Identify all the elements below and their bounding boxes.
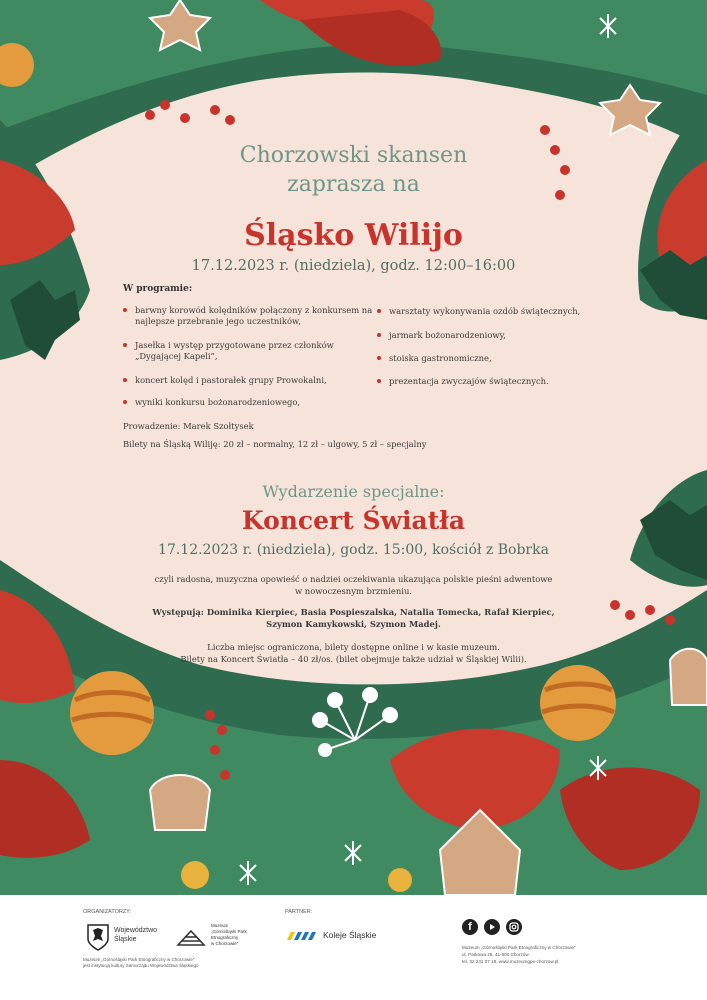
- performers-2: Szymon Kamykowski, Szymon Madej.: [266, 619, 441, 629]
- org2-name-3: Etnograficzny: [211, 935, 239, 940]
- program-item: wyniki konkursu bożonarodzeniowego,: [123, 397, 375, 408]
- address-line-1: Muzeum „Górnośląski Park Etnograficzny w Chorzowie”: [462, 945, 576, 950]
- gingerbread-bell-icon: [150, 775, 210, 830]
- tickets-line: Bilety na Śląską Wiliję: 20 zł – normalny, 12 zł – ulgowy, 5 zł – specjalny: [123, 439, 427, 449]
- org2-name-4: w Chorzowie”: [211, 941, 239, 946]
- org1-name-1: Województwo: [114, 927, 158, 934]
- intro-line-2: zaprasza na: [287, 172, 420, 197]
- koleje-slaskie-logo-icon: [285, 931, 321, 941]
- museum-logo-icon: [176, 927, 206, 949]
- organizer-note-1: Muzeum „Górnośląski Park Etnograficzny w Chorzowie”: [83, 957, 195, 962]
- event-title: Śląsko Wilijo: [244, 218, 463, 253]
- partner-label: PARTNER:: [285, 909, 313, 915]
- ornament-ball-icon: [181, 861, 209, 889]
- program-item: warsztaty wykonywania ozdób świątecznych,: [377, 306, 619, 317]
- special-title: Koncert Światła: [241, 506, 466, 535]
- info-1: Liczba miejsc ograniczona, bilety dostępne online i w kasie muzeum.: [207, 642, 500, 652]
- program-item: stoiska gastronomiczne,: [377, 353, 619, 364]
- youtube-icon[interactable]: [484, 919, 500, 935]
- organizers-label: ORGANIZATORZY:: [83, 909, 132, 915]
- silesia-coat-of-arms-icon: [86, 923, 110, 951]
- ornament-ball-icon: [540, 665, 616, 741]
- program-heading: W programie:: [123, 284, 193, 294]
- ornament-ball-icon: [388, 868, 412, 892]
- facebook-icon[interactable]: f: [462, 919, 478, 935]
- organizer-note-2: jest instytucją kultury Samorządu Województwa Śląskiego: [83, 963, 199, 968]
- program-item: Jasełka i występ przygotowane przez członków „Dygającej Kapeli”,: [123, 340, 375, 362]
- host-line: Prowadzenie: Marek Szołtysek: [123, 421, 254, 431]
- info-2: Bilety na Koncert Światła – 40 zł/os. (bilet obejmuje także udział w Śląskiej Wilii).: [180, 654, 527, 664]
- partner-name: Koleje Śląskie: [323, 930, 377, 940]
- program-item: prezentacja zwyczajów świątecznych.: [377, 376, 619, 387]
- special-date: 17.12.2023 r. (niedziela), godz. 15:00, kościół z Bobrka: [158, 542, 549, 558]
- special-desc-1: czyli radosna, muzyczna opowieść o nadziei oczekiwania ukazująca polskie pieśni adwentowe: [154, 574, 553, 584]
- org1-name-2: Śląskie: [114, 936, 137, 943]
- event-date: 17.12.2023 r. (niedziela), godz. 12:00–16:00: [191, 258, 516, 274]
- intro-line-1: Chorzowski skansen: [239, 143, 468, 168]
- program-item: barwny korowód kolędników połączony z konkursem na najlepsze przebranie jego uczestników,: [123, 305, 375, 327]
- org2-name-2: „Górnośląski Park: [211, 929, 247, 934]
- program-item: koncert kolęd i pastorałek grupy Prowokalni,: [123, 375, 375, 386]
- special-desc-2: w nowoczesnym brzmieniu.: [294, 586, 413, 596]
- performers-1: Występują: Dominika Kierpiec, Basia Pospieszalska, Natalia Tomecka, Rafał Kierpiec,: [152, 607, 555, 617]
- address-line-2: ul. Parkowa 25, 41-500 Chorzów: [462, 952, 529, 957]
- footer: [0, 895, 707, 1000]
- address-line-3[interactable]: tel. 32 241 07 18, www.muzeumgpe-chorzow.pl: [462, 959, 559, 964]
- program-item: jarmark bożonarodzeniowy,: [377, 330, 619, 341]
- instagram-icon[interactable]: [506, 919, 522, 935]
- special-intro: Wydarzenie specjalne:: [262, 482, 445, 501]
- org2-name-1: Muzeum: [211, 923, 229, 928]
